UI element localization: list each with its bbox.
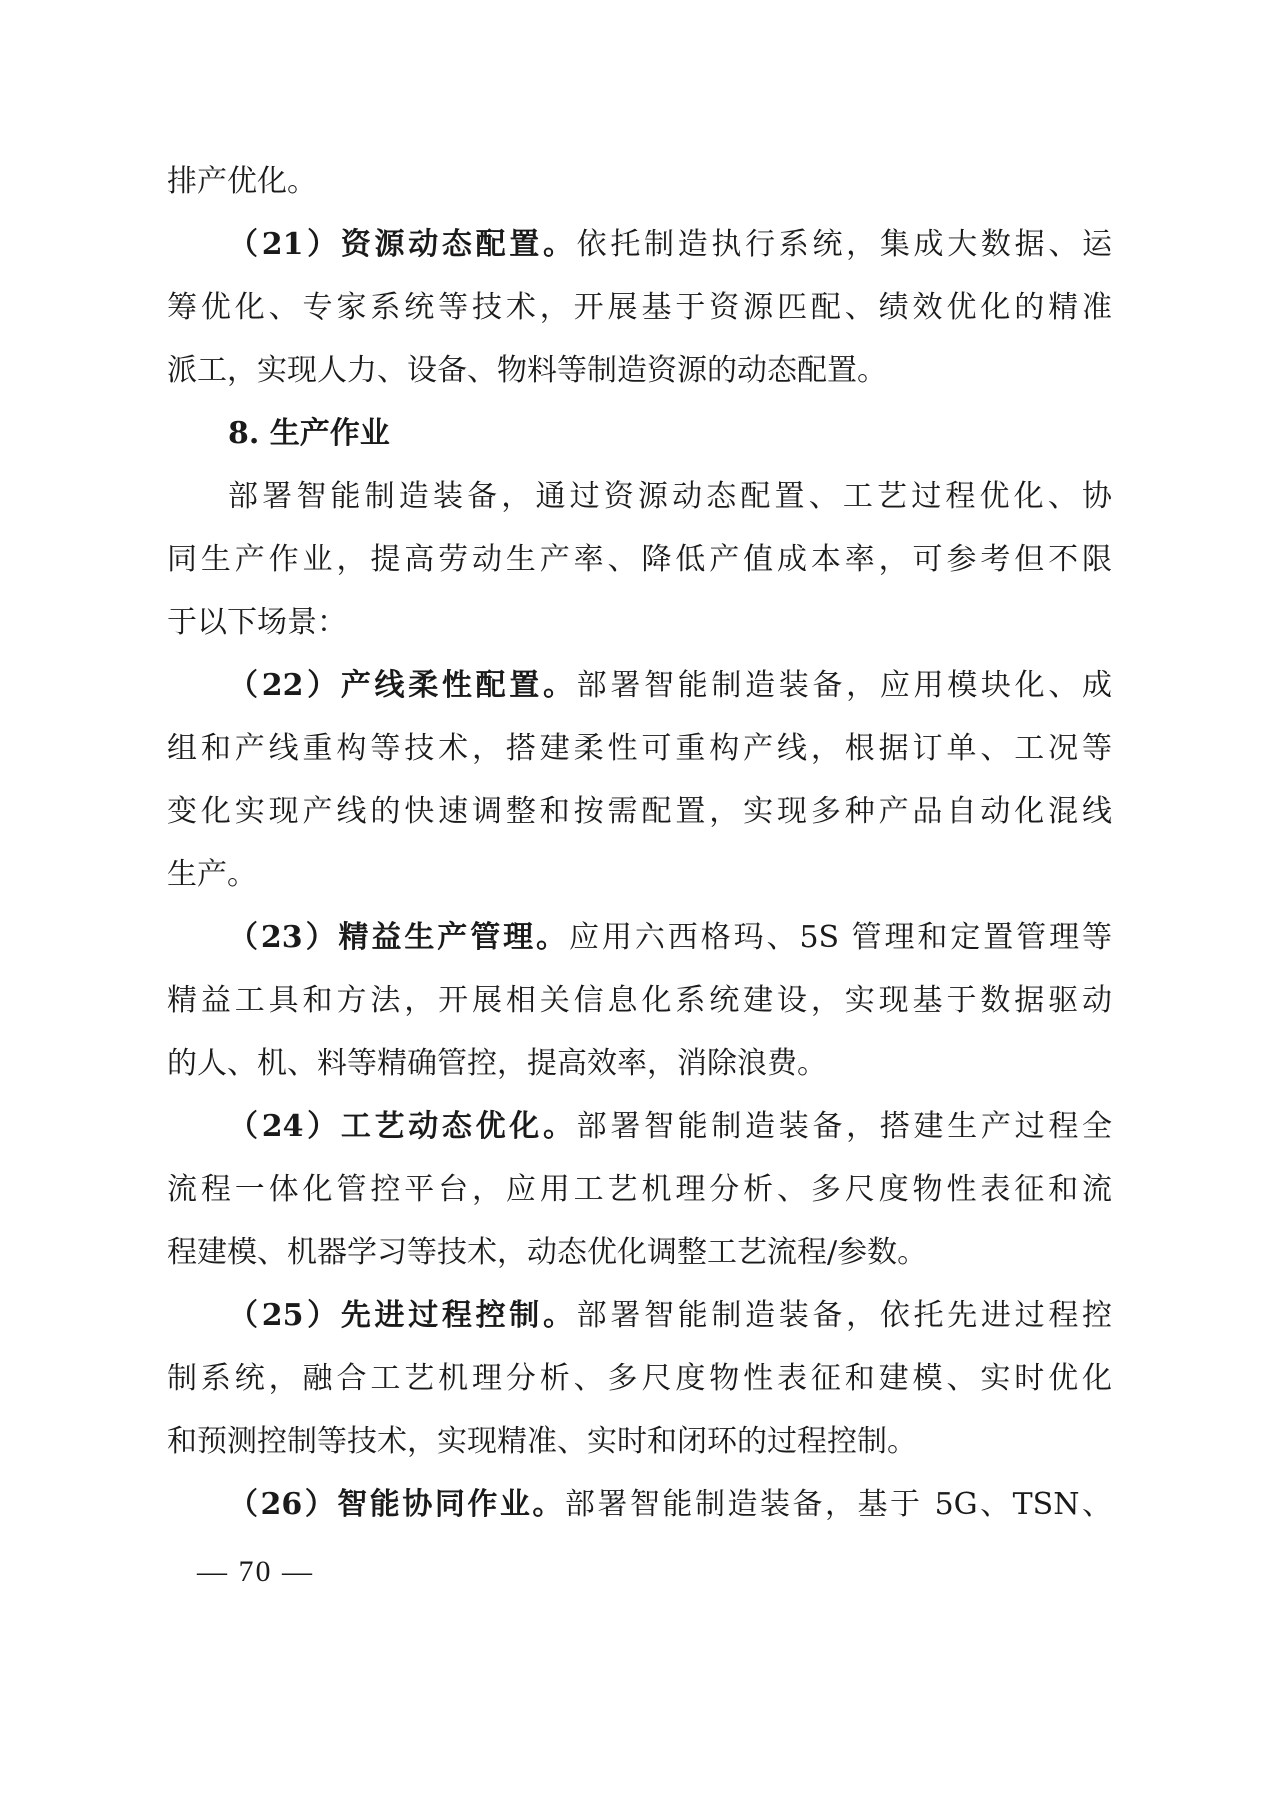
- body-text: 于以下场景：: [167, 605, 347, 640]
- text-line: [167, 339, 1112, 402]
- body-text: 应用六西格玛、5S 管理和定置管理等: [568, 920, 1112, 955]
- body-text: 流程一体化管控平台，应用工艺机理分析、多尺度物性表征和流: [167, 1172, 1112, 1207]
- text-line: [167, 528, 1112, 591]
- body-text: 的人、机、料等精确管控，提高效率，消除浪费。: [167, 1046, 827, 1081]
- heading-text: （26）智能协同作业。: [228, 1487, 565, 1522]
- text-line: [167, 1410, 1112, 1473]
- text-line: [167, 1473, 1112, 1536]
- body-text: 部署智能制造装备，依托先进过程控: [576, 1298, 1113, 1333]
- text-line: [167, 654, 1112, 717]
- text-line: [167, 1032, 1112, 1095]
- text-line: [167, 1347, 1112, 1410]
- body-text: 筹优化、专家系统等技术，开展基于资源匹配、绩效优化的精准: [167, 290, 1112, 325]
- body-text: 部署智能制造装备，搭建生产过程全: [576, 1109, 1113, 1144]
- body-text: 和预测控制等技术，实现精准、实时和闭环的过程控制。: [167, 1424, 917, 1459]
- text-line: [167, 213, 1112, 276]
- heading-text: （21）资源动态配置。: [228, 227, 577, 262]
- text-line: [167, 1284, 1112, 1347]
- text-line: [167, 906, 1112, 969]
- body-text: 制系统，融合工艺机理分析、多尺度物性表征和建模、实时优化: [167, 1361, 1112, 1396]
- body-text: 排产优化。: [167, 164, 317, 199]
- heading-text: （25）先进过程控制。: [228, 1298, 577, 1333]
- text-line: [167, 717, 1112, 780]
- text-line: [167, 402, 1112, 465]
- body-text: 派工，实现人力、设备、物料等制造资源的动态配置。: [167, 353, 887, 388]
- body-text: 精益工具和方法，开展相关信息化系统建设，实现基于数据驱动: [167, 983, 1112, 1018]
- text-line: [167, 1221, 1112, 1284]
- heading-text: （22）产线柔性配置。: [228, 668, 577, 703]
- text-line: [167, 780, 1112, 843]
- body-text: 依托制造执行系统，集成大数据、运: [576, 227, 1113, 262]
- text-line: [167, 1095, 1112, 1158]
- body-text: 生产。: [167, 857, 257, 892]
- text-line: [167, 465, 1112, 528]
- text-line: [167, 591, 1112, 654]
- body-text: 变化实现产线的快速调整和按需配置，实现多种产品自动化混线: [167, 794, 1112, 829]
- heading-text: 8. 生产作业: [228, 416, 390, 451]
- body-text: 组和产线重构等技术，搭建柔性可重构产线，根据订单、工况等: [167, 731, 1112, 766]
- text-line: [167, 276, 1112, 339]
- heading-text: （23）精益生产管理。: [228, 920, 569, 955]
- body-text: 部署智能制造装备，应用模块化、成: [576, 668, 1113, 703]
- document-body: [167, 150, 1112, 1536]
- text-line: [167, 1158, 1112, 1221]
- body-text: 部署智能制造装备，通过资源动态配置、工艺过程优化、协: [228, 479, 1112, 514]
- body-text: 程建模、机器学习等技术，动态优化调整工艺流程/参数。: [167, 1235, 928, 1270]
- page-number: — 70 —: [197, 1555, 314, 1588]
- heading-text: （24）工艺动态优化。: [228, 1109, 577, 1144]
- text-line: [167, 969, 1112, 1032]
- body-text: 同生产作业，提高劳动生产率、降低产值成本率，可参考但不限: [167, 542, 1112, 577]
- body-text: 部署智能制造装备，基于 5G、TSN、: [564, 1487, 1112, 1522]
- text-line: [167, 150, 1112, 213]
- text-line: [167, 843, 1112, 906]
